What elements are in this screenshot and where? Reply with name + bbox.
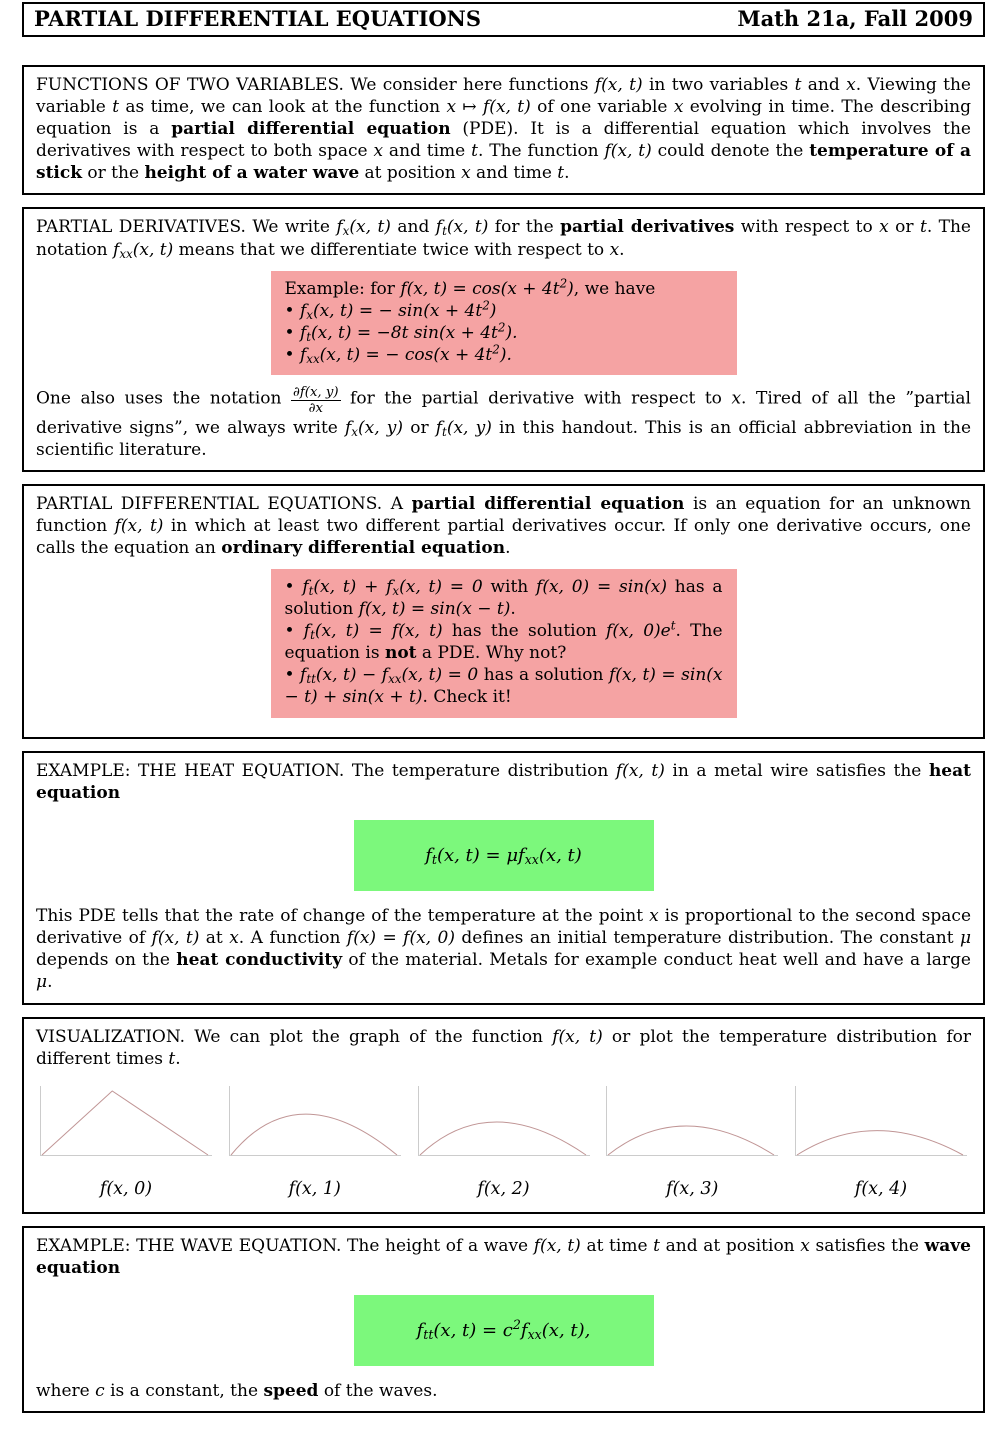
plot-label-3: f(x, 3)	[666, 1178, 719, 1199]
course-label: Math 21a, Fall 2009	[737, 6, 973, 31]
pde-bullet-ode: • $f_t(x$, t) = f(x, t) has the solution f(x, $0)e^t$. The equation is not a PDE. Why not?	[284, 618, 723, 664]
plot-label-4: f(x, 4)	[854, 1178, 908, 1199]
plot-canvas-4	[795, 1086, 967, 1162]
plot-f-x-0	[40, 1086, 212, 1201]
pde-paragraph: PARTIAL DIFFERENTIAL EQUATIONS. A partial differential equation is an equation for an unknown function f(x, t) in which at least two different partial derivatives occur. If only one derivative occurs, one calls the equation an ordinary differential equation.	[36, 493, 971, 558]
plot-canvas-1	[229, 1086, 401, 1162]
section-functions-of-two-variables	[22, 65, 985, 195]
plot-f-x-2	[418, 1086, 590, 1201]
wave-paragraph-1: EXAMPLE: THE WAVE EQUATION. The height of a wave f(x, t) at time t and at position x satisfies the wave equation	[36, 1235, 971, 1278]
section-visualization	[22, 1017, 985, 1214]
plot-canvas-0	[40, 1086, 212, 1162]
plot-canvas-3	[606, 1086, 778, 1162]
section-partial-derivatives	[22, 207, 985, 471]
functions-paragraph: FUNCTIONS OF TWO VARIABLES. We consider here functions f(x, t) in two variables t and x. Viewing the variable t as time, we can look at the function x ↦ f(x, t) of one variable x evolving in time. The describing equation is a partial differential equation (PDE). It is a differential equation which involves the derivatives with respect to both space x and time t. The function f(x, t) could denote the temperature of a stick or the height of a water wave at position x and time t.	[36, 75, 971, 184]
derivatives-paragraph-1: PARTIAL DERIVATIVES. We write $f_x(x$, t) and $f_t(x$, t) for the partial derivatives with respect to x or t. The notation $f_{xx}(x$, t) means that we differentiate twice with respect to x.	[36, 217, 971, 261]
wave-equation-box: $f_{tt}(x$, $t) = c^2f_{xx}(x$, t),	[354, 1295, 654, 1366]
wave-paragraph-2: where c is a constant, the speed of the waves.	[36, 1381, 438, 1402]
example-bullet-fxx: • $f_{xx}(x$, t) = − $\cos(x + 4t^2)$.	[284, 342, 512, 366]
heat-paragraph-1: EXAMPLE: THE HEAT EQUATION. The temperature distribution f(x, t) in a metal wire satisfies the heat equation	[36, 760, 971, 803]
heat-paragraph-2: This PDE tells that the rate of change of the temperature at the point x is proportional to the second space derivative of f(x, t) at x. A function f(x) = f(x, 0) defines an initial temperature distribution. The constant μ depends on the heat conductivity of the material. Metals for example conduct heat well and have a large μ.	[36, 906, 972, 993]
section-wave-equation	[22, 1226, 985, 1414]
pde-bullet-transport: • $f_t(x$, $t) + f_x(x$, t) = 0 with f(x, 0) = sin(x) has a solution f(x, t) = sin(x − t).	[284, 577, 723, 620]
plot-row	[40, 1086, 967, 1201]
pde-example-box	[271, 569, 737, 718]
plot-label-2: f(x, 2)	[477, 1178, 530, 1199]
derivatives-example-box	[271, 271, 737, 375]
plot-label-1: f(x, 1)	[288, 1178, 341, 1199]
plot-f-x-4	[795, 1086, 967, 1201]
plot-label-0: f(x, 0)	[99, 1178, 153, 1199]
derivatives-paragraph-2: One also uses the notation $\frac{\partial f(x, y)}{\partial x}$ for the partial derivative with respect to x. Tired of all the ”partial derivative signs”, we always write $f_x(x$, y) or $f_t(x$, y) in this handout. This is an official abbreviation in the scientific literature.	[36, 385, 972, 460]
section-partial-differential-equations	[22, 484, 985, 739]
document-title: PARTIAL DIFFERENTIAL EQUATIONS	[34, 6, 482, 31]
pde-bullet-wave: • $f_{tt}(x$, $t) - f_{xx}(x$, t) = 0 has a solution f(x, t) = sin(x − t) + sin(x + t). Check it!	[284, 665, 723, 708]
plot-f-x-1	[229, 1086, 401, 1201]
visualization-paragraph: VISUALIZATION. We can plot the graph of the function f(x, t) or plot the temperature distribution for different times t.	[36, 1026, 971, 1069]
heat-equation-box: $f_t(x$, $t) = \mu f_{xx}(x$, t)	[354, 820, 654, 891]
example-bullet-fx: • $f_x(x$, t) = − $\sin(x + 4t^2)$	[284, 298, 497, 322]
example-bullet-ft: • $f_t(x$, t) = −8t $\sin(x + 4t^2)$.	[284, 320, 518, 344]
plot-canvas-2	[418, 1086, 590, 1162]
plot-f-x-3	[606, 1086, 778, 1201]
header-bar	[22, 2, 985, 37]
example-intro-line: Example: for f(x, $t) = \cos(x + 4t^2)$, we have	[284, 276, 656, 299]
section-heat-equation	[22, 751, 985, 1005]
